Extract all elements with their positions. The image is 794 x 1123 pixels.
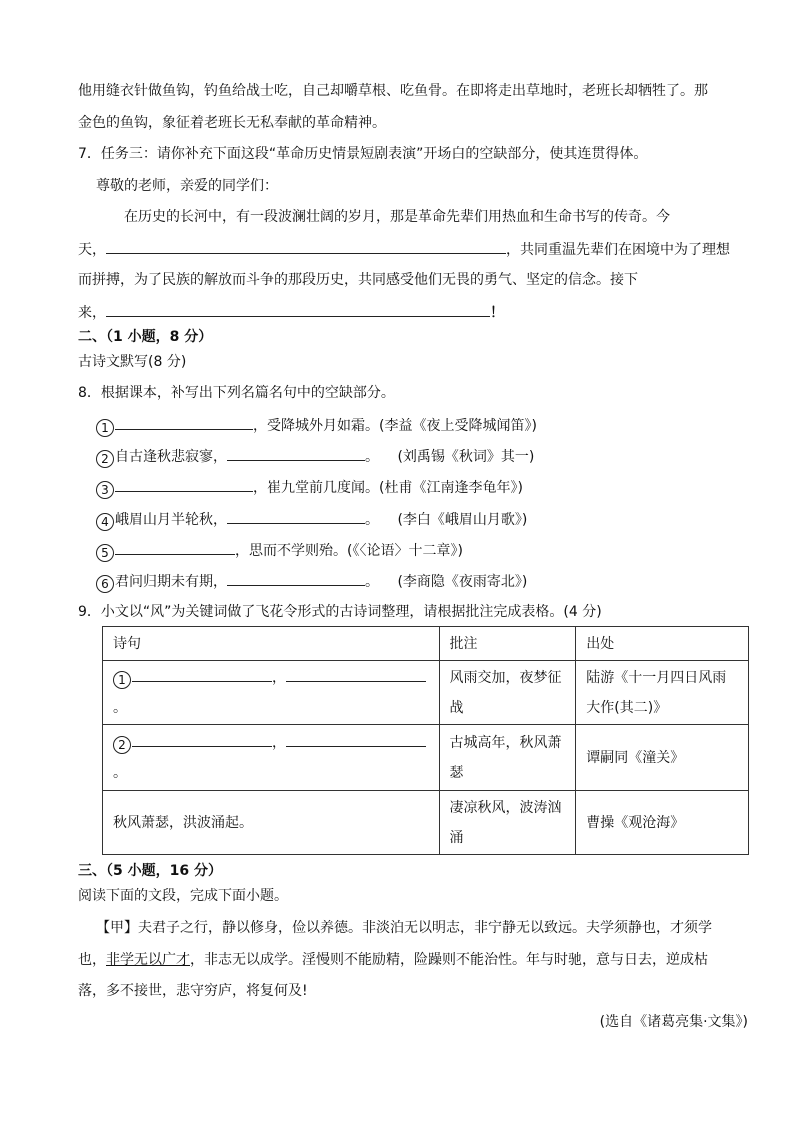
note-cell: 古城高年，秋风萧 瑟	[439, 725, 576, 791]
paragraph-line: 他用缝衣针做鱼钩，钓鱼给战士吃，自己却嚼草根、吃鱼骨。在即将走出草地时，老班长却牺牲了。那	[78, 83, 708, 99]
answer-blank[interactable]	[115, 414, 253, 430]
passage-source: (选自《诸葛亮集·文集》)	[599, 1014, 748, 1030]
underlined-sentence: 非学无以广才	[106, 952, 190, 968]
poem-cell: 秋风萧瑟，洪波涌起。	[103, 791, 440, 855]
item-number: 1	[96, 419, 114, 437]
answer-blank[interactable]	[227, 570, 365, 586]
table-row	[103, 791, 749, 855]
answer-blank[interactable]	[106, 238, 506, 254]
source-cell: 曹操《观沧海》	[576, 791, 749, 855]
answer-blank[interactable]	[227, 508, 365, 524]
item-number: 1	[113, 671, 131, 689]
question-8: 8．根据课本，补写出下列名篇名句中的空缺部分。	[78, 385, 395, 401]
section-subheading: 古诗文默写(8 分)	[78, 354, 187, 370]
item-number: 2	[96, 450, 114, 468]
source-cell: 谭嗣同《潼关》	[576, 725, 749, 791]
fill-item: 2 自古逢秋悲寂寥， 。 (刘禹锡《秋词》其一)	[96, 445, 534, 468]
answer-blank[interactable]	[227, 445, 365, 461]
note-cell: 凄凉秋风，波涛汹 涌	[439, 791, 576, 855]
fill-item: 6 君问归期未有期， 。 (李商隐《夜雨寄北》)	[96, 570, 527, 593]
q7-line4-end: ！	[490, 305, 504, 321]
poem-cell: 2 ，。	[103, 725, 440, 791]
answer-blank[interactable]	[115, 539, 235, 555]
source-cell: 陆游《十一月四日风雨 大作(其二)》	[576, 661, 749, 725]
table-header: 批注	[439, 627, 576, 661]
item-number: 5	[96, 544, 114, 562]
q7-line3: 而拼搏，为了民族的解放而斗争的那段历史，共同感受他们无畏的勇气、坚定的信念。接下	[78, 272, 638, 288]
fill-item: 1 ，受降城外月如霜。(李益《夜上受降城闻笛》)	[96, 414, 537, 437]
answer-blank[interactable]	[132, 666, 272, 682]
fill-item: 5 ，思而不学则殆。(《〈论语〉十二章》)	[96, 539, 463, 562]
answer-blank[interactable]	[115, 476, 253, 492]
q7-line2	[78, 238, 730, 260]
poem-table	[102, 626, 749, 855]
item-number: 3	[96, 481, 114, 499]
table-header: 出处	[576, 627, 749, 661]
item-number: 4	[96, 513, 114, 531]
note-cell: 风雨交加，夜梦征 战	[439, 661, 576, 725]
section-heading: 三、（5 小题，16 分）	[78, 863, 222, 879]
paragraph-line: 金色的鱼钩，象征着老班长无私奉献的革命精神。	[78, 115, 386, 131]
table-header: 诗句	[103, 627, 440, 661]
section-heading: 二、（1 小题，8 分）	[78, 329, 213, 345]
table-header-row	[103, 627, 749, 661]
fill-item: 3 ，崔九堂前几度闻。(杜甫《江南逢李龟年》)	[96, 476, 523, 499]
q7-line4	[78, 301, 504, 323]
answer-blank[interactable]	[132, 731, 272, 747]
question-7: 7．任务三：请你补充下面这段“革命历史情景短剧表演”开场白的空缺部分，使其连贯得体。	[78, 146, 648, 162]
table-row	[103, 725, 749, 791]
q7-line4-start: 来，	[78, 305, 106, 321]
fill-item: 4 峨眉山月半轮秋， 。 (李白《峨眉山月歌》)	[96, 508, 527, 531]
answer-blank[interactable]	[286, 731, 426, 747]
answer-blank[interactable]	[106, 301, 490, 317]
greeting: 尊敬的老师，亲爱的同学们：	[96, 178, 278, 194]
passage-line: 也，非学无以广才，非志无以成学。淫慢则不能励精，险躁则不能治性。年与时驰，意与日去，逆成枯	[78, 952, 708, 968]
item-number: 2	[113, 736, 131, 754]
passage-line: 落，多不接世，悲守穷庐，将复何及!	[78, 983, 308, 999]
table-row	[103, 661, 749, 725]
question-9: 9．小文以“风”为关键词做了飞花令形式的古诗词整理，请根据批注完成表格。(4 分)	[78, 604, 602, 620]
item-number: 6	[96, 575, 114, 593]
section-subheading: 阅读下面的文段，完成下面小题。	[78, 888, 288, 904]
q7-line1: 在历史的长河中，有一段波澜壮阔的岁月，那是革命先辈们用热血和生命书写的传奇。今	[124, 209, 670, 225]
q7-line2-start: 天，	[78, 242, 106, 258]
answer-blank[interactable]	[286, 666, 426, 682]
passage-line: 【甲】夫君子之行，静以修身，俭以养德。非淡泊无以明志，非宁静无以致远。夫学须静也，才须学	[96, 920, 712, 936]
poem-cell: 1 ，。	[103, 661, 440, 725]
q7-line2-end: ，共同重温先辈们在困境中为了理想	[506, 242, 730, 258]
